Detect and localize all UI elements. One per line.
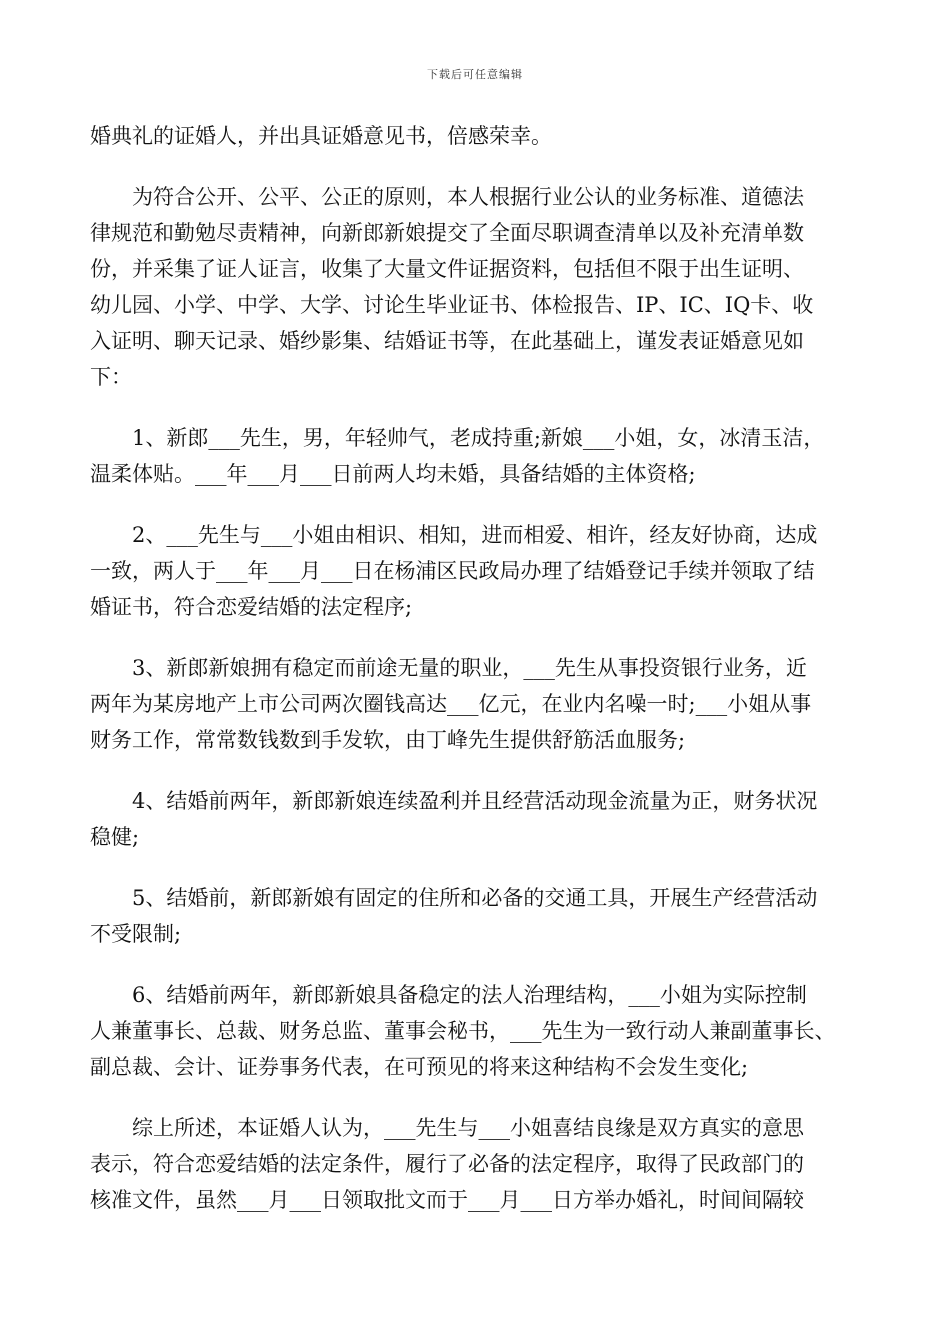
text-line: 3、新郎新娘拥有稳定而前途无量的职业，___先生从事投资银行业务，近 [90, 656, 807, 680]
text-line: 入证明、聊天记录、婚纱影集、结婚证书等，在此基础上，谨发表证婚意见如 [90, 329, 804, 353]
text-line: 核准文件，虽然___月___日领取批文而于___月___日方举办婚礼，时间间隔较 [90, 1188, 804, 1212]
text-line: 下： [90, 365, 132, 389]
text-line: 一致，两人于___年___月___日在杨浦区民政局办理了结婚登记手续并领取了结 [90, 559, 815, 583]
text-line: 表示，符合恋爱结婚的法定条件，履行了必备的法定程序，取得了民政部门的 [90, 1152, 804, 1176]
text-line: 不受限制; [90, 922, 182, 946]
paragraph-conclusion [90, 1110, 880, 1218]
text-line: 为符合公开、公平、公正的原则，本人根据行业公认的业务标准、道德法 [90, 185, 804, 209]
paragraph-item-5 [90, 880, 880, 952]
text-line: 律规范和勤勉尽责精神，向新郎新娘提交了全面尽职调查清单以及补充清单数 [90, 221, 804, 245]
page-header: 下载后可任意编辑 [427, 68, 523, 81]
document-body [90, 118, 880, 1218]
text-line: 5、结婚前，新郎新娘有固定的住所和必备的交通工具，开展生产经营活动 [90, 886, 818, 910]
text-line: 综上所述，本证婚人认为，___先生与___小姐喜结良缘是双方真实的意思 [90, 1116, 804, 1140]
text-line: 副总裁、会计、证券事务代表，在可预见的将来这种结构不会发生变化; [90, 1055, 749, 1079]
text-line: 稳健; [90, 825, 140, 849]
text-line: 份，并采集了证人证言，收集了大量文件证据资料，包括但不限于出生证明、 [90, 257, 804, 281]
text-line: 幼儿园、小学、中学、大学、讨论生毕业证书、体检报告、IP、IC、IQ卡、收 [90, 293, 814, 317]
paragraph-principles [90, 179, 880, 395]
paragraph-item-2 [90, 517, 880, 625]
text-line: 6、结婚前两年，新郎新娘具备稳定的法人治理结构，___小姐为实际控制 [90, 983, 807, 1007]
paragraph-item-1 [90, 420, 880, 492]
paragraph-intro-continued [90, 118, 880, 154]
paragraph-item-6 [90, 977, 880, 1085]
text-line: 两年为某房地产上市公司两次圈钱高达___亿元，在业内名噪一时;___小姐从事 [90, 692, 812, 716]
text-line: 2、___先生与___小姐由相识、相知，进而相爱、相许，经友好协商，达成 [90, 523, 818, 547]
text-line: 财务工作，常常数钱数到手发软，由丁峰先生提供舒筋活血服务; [90, 728, 686, 752]
text-line: 4、结婚前两年，新郎新娘连续盈利并且经营活动现金流量为正，财务状况 [90, 789, 818, 813]
text-line: 婚典礼的证婚人，并出具证婚意见书，倍感荣幸。 [90, 124, 552, 148]
paragraph-item-3 [90, 650, 880, 758]
text-line: 温柔体贴。___年___月___日前两人均未婚，具备结婚的主体资格; [90, 462, 696, 486]
text-line: 1、新郎___先生，男，年轻帅气，老成持重;新娘___小姐，女，冰清玉洁， [90, 426, 825, 450]
text-line: 婚证书，符合恋爱结婚的法定程序; [90, 595, 413, 619]
paragraph-item-4 [90, 783, 880, 855]
text-line: 人兼董事长、总裁、财务总监、董事会秘书，___先生为一致行动人兼副董事长、 [90, 1019, 836, 1043]
